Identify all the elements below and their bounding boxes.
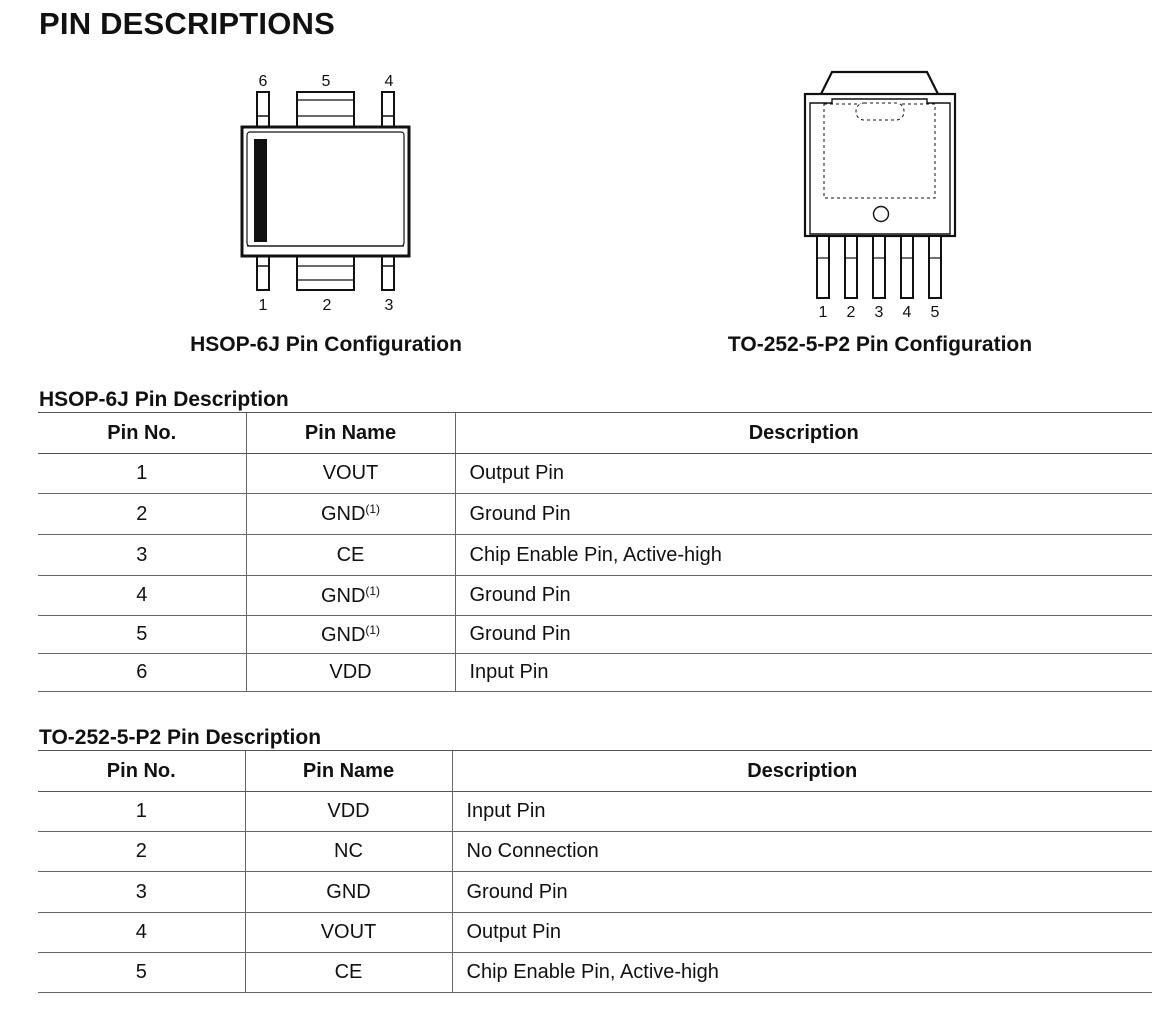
pin-name-cell (246, 654, 455, 692)
pin-name: VOUT (322, 462, 379, 484)
pin-number-cell: 3 (38, 535, 246, 576)
pin-number: 4 (902, 304, 912, 321)
pin-number: 3 (874, 304, 884, 321)
pin-number-cell: 2 (38, 832, 245, 872)
pin-name-cell: GND (245, 872, 452, 913)
pin-number-cell: 5 (38, 953, 245, 993)
table-row (38, 953, 1152, 993)
footnote-marker: (1) (365, 622, 381, 637)
pin-name: GND (320, 584, 366, 607)
column-header: Description (452, 751, 1152, 792)
pin-number: 1 (258, 297, 268, 314)
pin-number-cell: 5 (38, 616, 246, 654)
pin-name: CE (336, 543, 365, 566)
pin-number: 4 (384, 73, 394, 90)
column-header: Pin Name (245, 751, 452, 792)
description-cell: Input Pin (455, 654, 1152, 692)
to-252-pin-table (38, 750, 1152, 993)
description-cell: Ground Pin (455, 494, 1152, 535)
to-252-caption: TO-252-5-P2 Pin Configuration (727, 333, 1033, 356)
pin-name-cell (246, 494, 455, 535)
pin-number-cell: 4 (38, 576, 246, 616)
pin-name-cell: CE (245, 953, 452, 993)
description-cell: Chip Enable Pin, Active-high (452, 953, 1152, 993)
hsop-6j-pin-table (38, 412, 1152, 692)
pin-number-cell: 2 (38, 494, 246, 535)
table-row (38, 576, 1152, 616)
pin-name-cell (246, 616, 455, 654)
table-row (38, 913, 1152, 953)
footnote-marker: (1) (365, 583, 381, 598)
pin-number: 3 (384, 297, 394, 314)
to-252-package-drawing (795, 66, 965, 324)
to-252-table-title: TO-252-5-P2 Pin Description (39, 726, 322, 749)
pin-number: 5 (930, 304, 940, 321)
column-header: Pin No. (38, 751, 245, 792)
description-cell: Output Pin (455, 454, 1152, 494)
pin-name-cell: VOUT (245, 913, 452, 953)
table-row (38, 832, 1152, 872)
column-header: Description (455, 413, 1152, 454)
pin-name: VDD (329, 661, 372, 683)
pin-number: 2 (846, 304, 856, 321)
pin-name: GND (320, 503, 366, 525)
table-row (38, 792, 1152, 832)
pin-number: 1 (818, 304, 828, 321)
pin-number-cell: 1 (38, 792, 245, 832)
hsop-6j-caption: HSOP-6J Pin Configuration (190, 333, 462, 356)
description-cell: Ground Pin (455, 576, 1152, 616)
pin-number-cell: 3 (38, 872, 245, 913)
pin-name-cell (246, 535, 455, 576)
description-cell: Ground Pin (455, 616, 1152, 654)
pin-name-cell: NC (245, 832, 452, 872)
pin-number-cell: 1 (38, 454, 246, 494)
hsop-6j-package-drawing (230, 66, 430, 320)
table-header-row (38, 751, 1152, 792)
pin-name: GND (320, 623, 366, 646)
pin-name-cell (246, 576, 455, 616)
pin-number-cell: 4 (38, 913, 245, 953)
description-cell: No Connection (452, 832, 1152, 872)
table-row (38, 454, 1152, 494)
table-row (38, 535, 1152, 576)
table-row (38, 494, 1152, 535)
pin-name-cell (246, 454, 455, 494)
pin-number: 2 (322, 297, 332, 314)
table-header-row (38, 413, 1152, 454)
hsop-6j-table-title: HSOP-6J Pin Description (39, 388, 289, 411)
description-cell: Chip Enable Pin, Active-high (455, 535, 1152, 576)
column-header: Pin Name (246, 413, 455, 454)
column-header: Pin No. (38, 413, 246, 454)
pin-number-cell: 6 (38, 654, 246, 692)
pin1-marker-bar (254, 139, 267, 242)
pin-number: 6 (258, 73, 268, 90)
footnote-marker: (1) (365, 502, 381, 516)
description-cell: Input Pin (452, 792, 1152, 832)
table-row (38, 616, 1152, 654)
description-cell: Output Pin (452, 913, 1152, 953)
table-row (38, 872, 1152, 913)
page-title: PIN DESCRIPTIONS (39, 6, 336, 41)
description-cell: Ground Pin (452, 872, 1152, 913)
table-row (38, 654, 1152, 692)
pin-number: 5 (321, 73, 331, 90)
pin-name-cell: VDD (245, 792, 452, 832)
